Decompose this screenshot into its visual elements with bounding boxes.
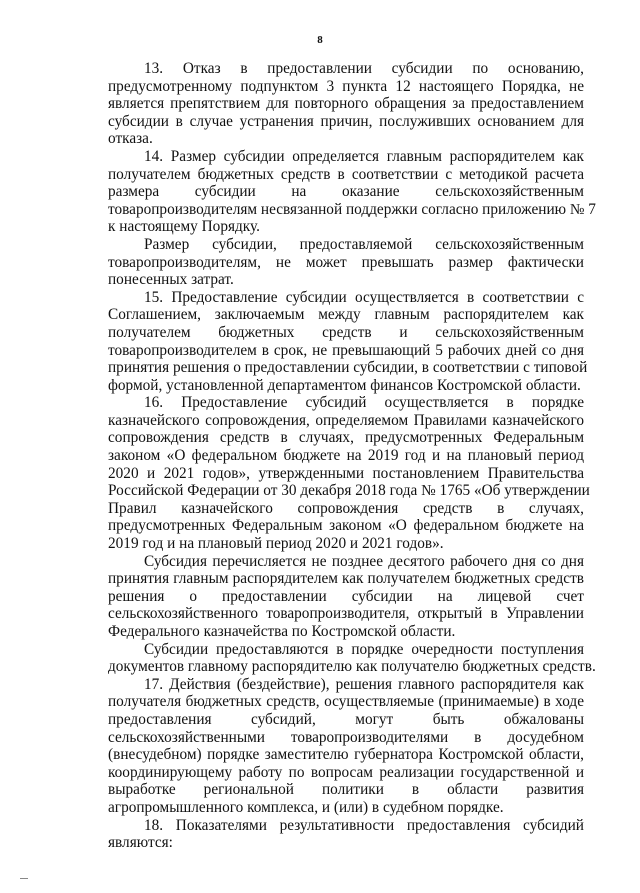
text-line: документов главному распорядителю как получателю бюджетных средств.	[108, 658, 596, 676]
text-line: получателем бюджетных средств и сельскохозяйственным	[108, 323, 584, 341]
text-line: выработке региональной политики в области развития	[108, 781, 584, 799]
text-line: 17. Действия (бездействие), решения главного распорядителя как	[144, 675, 584, 693]
paragraph-14-subsidy-size	[108, 236, 584, 289]
text-line: сельскохозяйственными товаропроизводителями в досудебном	[108, 728, 584, 746]
text-line: Субсидии предоставляются в порядке очередности поступления	[144, 640, 584, 658]
text-line: Правил казначейского сопровождения средств в случаях,	[108, 499, 584, 517]
text-line: предусмотренных Федеральным законом «О федеральном бюджете на	[108, 517, 584, 535]
text-line: являются:	[108, 834, 173, 852]
paragraph-15	[108, 288, 588, 395]
text-line: (внесудебном) порядке заместителю губернатора Костромской области,	[108, 746, 584, 764]
text-line: казначейского сопровождения, определяемом Правилами казначейского	[108, 411, 584, 429]
text-line: товаропроизводителем в срок, не превышающий 5 рабочих дней со дня	[108, 341, 584, 359]
text-line: товаропроизводителям несвязанной поддержки согласно приложению № 7	[108, 200, 596, 218]
text-line: Размер субсидии, предоставляемой сельскохозяйственным	[144, 235, 584, 253]
document-body	[108, 60, 596, 852]
text-line: принятия решения о предоставлении субсидии, в соответствии с типовой	[108, 359, 588, 377]
text-line: законом «О федеральном бюджете на 2019 год и на плановый период	[108, 447, 584, 465]
text-line: 2019 год и на плановый период 2020 и 2021 годов».	[108, 535, 444, 553]
paragraph-18	[108, 817, 584, 852]
text-line: формой, установленной департаментом финансов Костромской области.	[108, 376, 581, 394]
paragraph-16-transfer	[108, 553, 584, 641]
text-line: 13. Отказ в предоставлении субсидии по основанию,	[144, 60, 584, 77]
paragraph-13	[108, 60, 584, 148]
text-line: сельскохозяйственного товаропроизводителя, открытый в Управлении	[108, 605, 584, 623]
text-line: 18. Показателями результативности предоставления субсидий	[144, 816, 584, 834]
text-line: предусмотренному подпунктом 3 пункта 12 настоящего Порядка, не	[108, 77, 584, 95]
text-line: Федерального казначейства по Костромской области.	[108, 623, 456, 640]
text-line: решения о предоставлении субсидии на лицевой счет	[108, 587, 584, 605]
text-line: является препятствием для повторного обращения за предоставлением	[108, 95, 584, 113]
text-line: получателя бюджетных средств, осуществляемые (принимаемые) в ходе	[108, 693, 584, 711]
text-line: координирующему работу по вопросам реализации государственной и	[108, 763, 584, 781]
text-line: отказа.	[108, 130, 153, 148]
text-line: товаропроизводителям, не может превышать размер фактически	[108, 253, 584, 271]
text-line: получателем бюджетных средств в соответствии с методикой расчета	[108, 165, 584, 183]
paragraph-14	[108, 147, 596, 236]
text-line: принятия главным распорядителем как получателем бюджетных средств	[108, 570, 584, 588]
text-line: Российской Федерации от 30 декабря 2018 года № 1765 «Об утверждении	[108, 482, 590, 500]
scan-mark	[20, 878, 28, 879]
text-line: 15. Предоставление субсидии осуществляется в соответствии с	[144, 288, 584, 306]
page-number: 8	[317, 34, 323, 46]
paragraph-16-order	[108, 640, 596, 676]
text-line: Субсидия перечисляется не позднее десятого рабочего дня со дня	[144, 552, 584, 570]
text-line: понесенных затрат.	[108, 271, 234, 289]
text-line: предоставления субсидий, могут быть обжалованы	[108, 710, 584, 728]
text-line: 2020 и 2021 годов», утвержденными постановлением Правительства	[108, 464, 584, 482]
text-line: Соглашением, заключаемым между главным распорядителем как	[108, 306, 584, 324]
text-line: агропромышленного комплекса, и (или) в судебном порядке.	[108, 798, 504, 816]
text-line: сопровождения средств в случаях, предусмотренных Федеральным	[108, 429, 584, 447]
text-line: к настоящему Порядку.	[108, 218, 260, 236]
text-line: 16. Предоставление субсидий осуществляется в порядке	[144, 394, 584, 412]
paragraph-16	[108, 394, 590, 553]
paragraph-17	[108, 676, 584, 817]
text-line: размера субсидии на оказание сельскохозяйственным	[108, 183, 584, 201]
text-line: субсидии в случае устранения причин, послуживших основанием для	[108, 112, 584, 130]
text-line: 14. Размер субсидии определяется главным распорядителем как	[144, 147, 584, 165]
